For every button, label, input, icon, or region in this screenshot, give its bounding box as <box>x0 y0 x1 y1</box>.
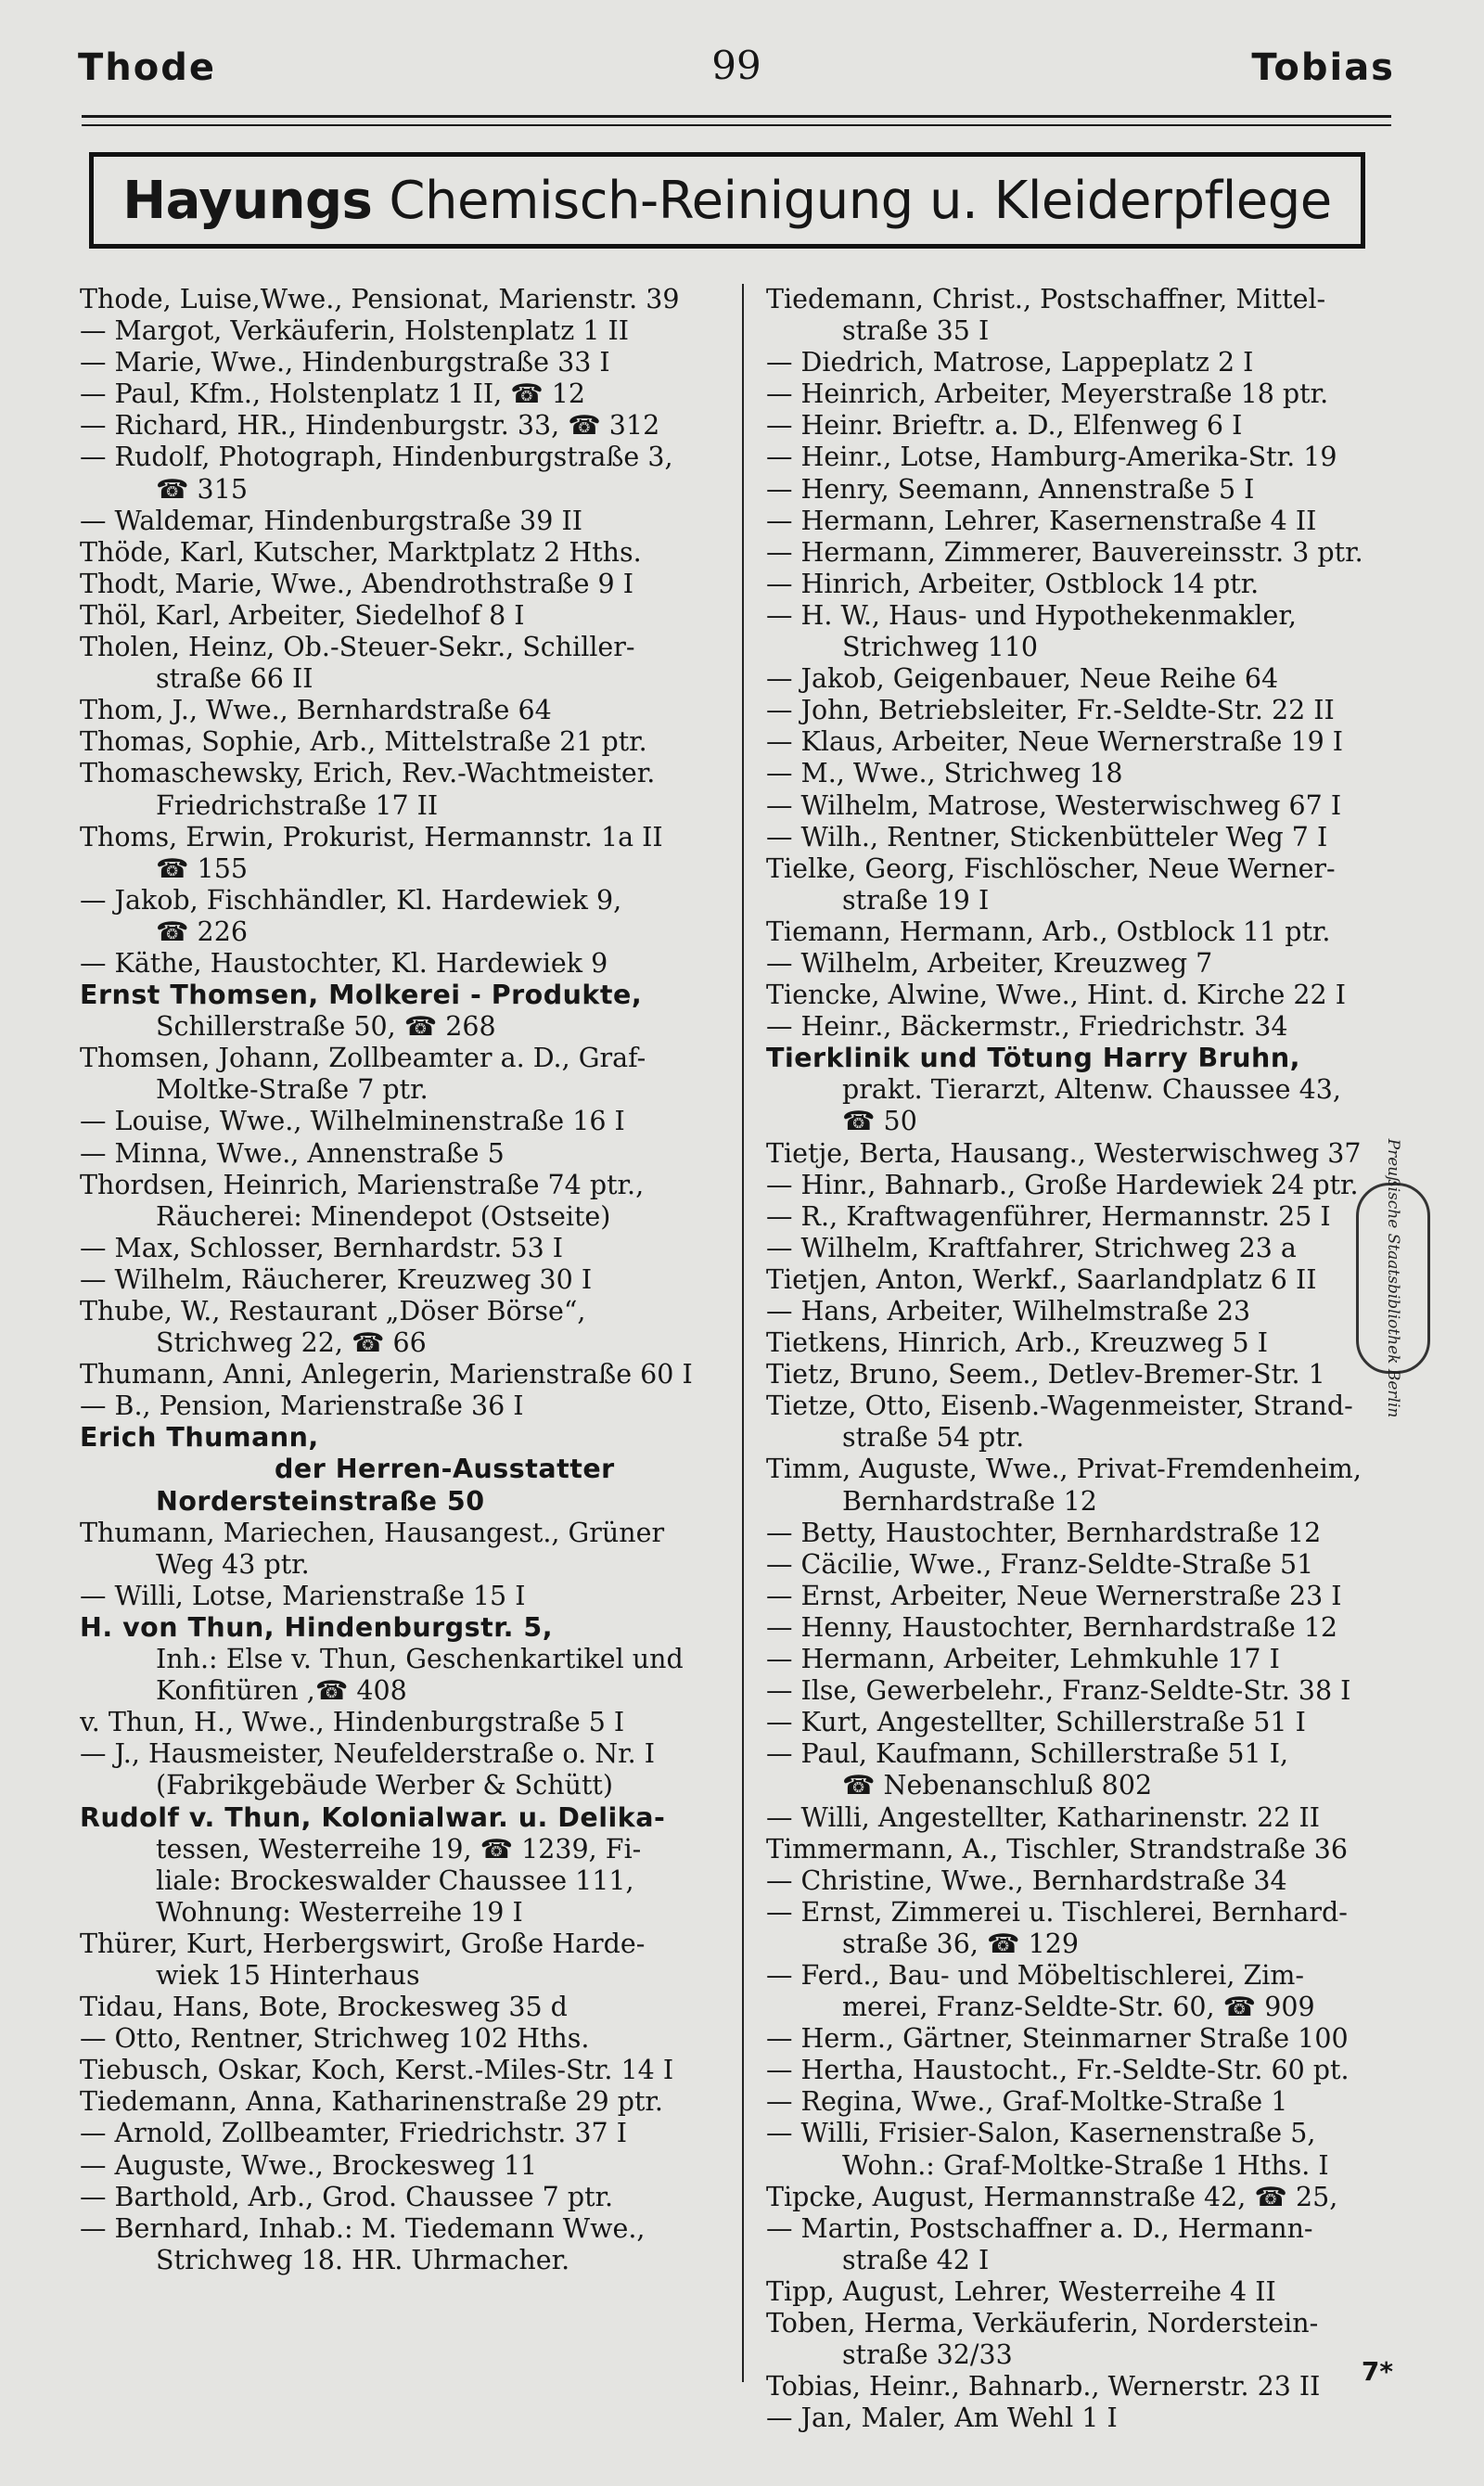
left_column-line: Thumann, Mariechen, Hausangest., Grüner <box>80 1517 665 1548</box>
left_column-line: Tidau, Hans, Bote, Brockesweg 35 d <box>80 1992 568 2023</box>
right_column-line: — Wilhelm, Matrose, Westerwischweg 67 I <box>766 789 1342 821</box>
right_column-line: ☎ 50 <box>842 1106 917 1137</box>
right_column-line: — Hermann, Lehrer, Kasernenstraße 4 II <box>766 505 1317 536</box>
right_column-line: — Hertha, Haustocht., Fr.-Seldte-Str. 60 pt. <box>766 2055 1350 2086</box>
left_column-line: — B., Pension, Marienstraße 36 I <box>80 1390 524 1422</box>
right_column-line: — Betty, Haustochter, Bernhardstraße 12 <box>766 1517 1322 1548</box>
right_column-line: Tiedemann, Christ., Postschaffner, Mittel- <box>766 284 1326 314</box>
right_column-line: — H. W., Haus- und Hypothekenmakler, <box>766 599 1297 631</box>
left_column-line: straße 66 II <box>156 663 313 695</box>
running-header <box>78 37 1395 102</box>
right_column-line: — Jakob, Geigenbauer, Neue Reihe 64 <box>766 663 1279 695</box>
left_column-line: — Barthold, Arb., Grod. Chaussee 7 ptr. <box>80 2181 614 2212</box>
right_column-line: — Kurt, Angestellter, Schillerstraße 51 I <box>766 1707 1306 1738</box>
right_column-line: Tietze, Otto, Eisenb.-Wagenmeister, Strand- <box>766 1390 1353 1422</box>
right_column-line: Strichweg 110 <box>842 632 1038 663</box>
header-rule-bottom <box>82 124 1391 126</box>
right_column-line: — Herm., Gärtner, Steinmarner Straße 100 <box>766 2023 1349 2055</box>
left_column-line: Wohnung: Westerreihe 19 I <box>156 1896 523 1928</box>
right_column-line: — Heinr. Brieftr. a. D., Elfenweg 6 I <box>766 410 1243 442</box>
stamp-text: Preußische Staatsbibliothek Berlin <box>1384 1138 1402 1418</box>
left_column-line: Moltke-Straße 7 ptr. <box>156 1074 429 1106</box>
left_column-line: — Louise, Wwe., Wilhelminenstraße 16 I <box>80 1106 625 1137</box>
column-divider <box>742 284 744 2382</box>
right_column-line: Tierklinik und Tötung Harry Bruhn, <box>766 1043 1300 1074</box>
page-number: 99 <box>711 43 761 88</box>
left_column-line: Friedrichstraße 17 II <box>156 789 439 821</box>
left_column-line: — Wilhelm, Räucherer, Kreuzweg 30 I <box>80 1263 593 1295</box>
right_column-line: — Ernst, Arbeiter, Neue Wernerstraße 23 I <box>766 1580 1342 1611</box>
left_column-line: Thürer, Kurt, Herbergswirt, Große Harde- <box>80 1928 646 1959</box>
header-first-name: Thode <box>78 46 217 89</box>
right_column-line: — Henry, Seemann, Annenstraße 5 I <box>766 473 1255 505</box>
left_column-line: Thodt, Marie, Wwe., Abendrothstraße 9 I <box>80 568 633 599</box>
right_column-line: — Jan, Maler, Am Wehl 1 I <box>766 2403 1118 2434</box>
left_column-line: Thomas, Sophie, Arb., Mittelstraße 21 ptr. <box>80 726 647 758</box>
right_column-line: — Regina, Wwe., Graf-Moltke-Straße 1 <box>766 2086 1288 2118</box>
right_column-line: — Cäcilie, Wwe., Franz-Seldte-Straße 51 <box>766 1548 1314 1580</box>
right_column-line: Tiemann, Hermann, Arb., Ostblock 11 ptr. <box>766 916 1331 947</box>
right_column-line: straße 42 I <box>842 2244 990 2275</box>
header-last-name: Tobias <box>1251 46 1395 89</box>
banner-service-text: Chemisch-Reinigung u. Kleiderpflege <box>389 170 1332 231</box>
left_column-line: — Richard, HR., Hindenburgstr. 33, ☎ 312 <box>80 410 660 442</box>
left_column-line: Thode, Luise,Wwe., Pensionat, Marienstr. 39 <box>80 284 680 314</box>
right_column-line: — Hermann, Zimmerer, Bauvereinsstr. 3 ptr. <box>766 536 1363 568</box>
right_column-line: prakt. Tierarzt, Altenw. Chaussee 43, <box>842 1074 1341 1106</box>
left_column-line: Nordersteinstraße 50 <box>156 1485 485 1517</box>
right_column-line: — Wilhelm, Arbeiter, Kreuzweg 7 <box>766 947 1213 979</box>
left_column-line: v. Thun, H., Wwe., Hindenburgstraße 5 I <box>80 1707 625 1738</box>
library-stamp <box>1356 1138 1430 1418</box>
left_column-line: Thube, W., Restaurant „Döser Börse“, <box>80 1296 586 1326</box>
right_column-line: — Ferd., Bau- und Möbeltischlerei, Zim- <box>766 1959 1305 1991</box>
left_column-line: — Willi, Lotse, Marienstraße 15 I <box>80 1580 526 1611</box>
right_column-line: — Heinr., Lotse, Hamburg-Amerika-Str. 19 <box>766 442 1337 473</box>
left_column-line: Thomaschewsky, Erich, Rev.-Wachtmeister. <box>80 758 656 789</box>
left_column-line: Thöl, Karl, Arbeiter, Siedelhof 8 I <box>80 599 525 631</box>
left_column-line: Strichweg 22, ☎ 66 <box>156 1327 427 1359</box>
left_column-line: — Paul, Kfm., Holstenplatz 1 II, ☎ 12 <box>80 378 586 410</box>
left_column-line: Tiebusch, Oskar, Koch, Kerst.-Miles-Str. 14 I <box>80 2055 674 2086</box>
left_column-line: — Otto, Rentner, Strichweg 102 Hths. <box>80 2023 590 2055</box>
right_column-line: — Heinr., Bäckermstr., Friedrichstr. 34 <box>766 1011 1288 1043</box>
left_column-line: — Bernhard, Inhab.: M. Tiedemann Wwe., <box>80 2212 646 2244</box>
right_column-line: — Wilhelm, Kraftfahrer, Strichweg 23 a <box>766 1232 1297 1263</box>
left_column-line: — Max, Schlosser, Bernhardstr. 53 I <box>80 1232 564 1263</box>
right_column-line: — M., Wwe., Strichweg 18 <box>766 758 1123 789</box>
left_column-line: liale: Brockeswalder Chaussee 111, <box>156 1864 634 1896</box>
right_column-line: straße 35 I <box>842 315 990 347</box>
right_column-line: straße 36, ☎ 129 <box>842 1928 1079 1959</box>
right_column-line: Tietje, Berta, Hausang., Westerwischweg 37 <box>766 1137 1362 1169</box>
left_column-line: tessen, Westerreihe 19, ☎ 1239, Fi- <box>156 1833 642 1864</box>
right_column-line: Tietz, Bruno, Seem., Detlev-Bremer-Str. 1 <box>766 1359 1325 1390</box>
right_column-line: — Diedrich, Matrose, Lappeplatz 2 I <box>766 347 1254 378</box>
left_column-line: Rudolf v. Thun, Kolonialwar. u. Delika- <box>80 1801 666 1833</box>
signature-mark: 7* <box>1361 2356 1393 2387</box>
left-column <box>80 284 720 2276</box>
right_column-line: Tielke, Georg, Fischlöscher, Neue Werner- <box>766 852 1336 884</box>
banner-company-name: Hayungs <box>122 170 373 231</box>
right_column-line: — Ernst, Zimmerei u. Tischlerei, Bernhard- <box>766 1896 1348 1928</box>
left_column-line: (Fabrikgebäude Werber & Schütt) <box>156 1770 613 1801</box>
right_column-line: Tietjen, Anton, Werkf., Saarlandplatz 6 II <box>766 1263 1317 1295</box>
header-rule-top <box>82 115 1391 118</box>
left_column-line: — Margot, Verkäuferin, Holstenplatz 1 II <box>80 315 630 347</box>
right_column-line: straße 32/33 <box>842 2339 1013 2371</box>
right_column-line: Timmermann, A., Tischler, Strandstraße 36 <box>766 1833 1349 1864</box>
left_column-line: Ernst Thomsen, Molkerei - Produkte, <box>80 980 643 1011</box>
right_column-line: — Paul, Kaufmann, Schillerstraße 51 I, <box>766 1738 1289 1770</box>
left_column-line: Räucherei: Minendepot (Ostseite) <box>156 1200 611 1232</box>
left_column-line: — Minna, Wwe., Annenstraße 5 <box>80 1137 505 1169</box>
right_column-line: — Hinr., Bahnarb., Große Hardewiek 24 ptr. <box>766 1169 1359 1200</box>
right_column-line: — Henny, Haustochter, Bernhardstraße 12 <box>766 1611 1338 1643</box>
left_column-line: — Auguste, Wwe., Brockesweg 11 <box>80 2149 538 2181</box>
left_column-line: — Käthe, Haustochter, Kl. Hardewiek 9 <box>80 947 608 979</box>
right_column-line: — Hermann, Arbeiter, Lehmkuhle 17 I <box>766 1644 1280 1675</box>
left_column-line: Thomsen, Johann, Zollbeamter a. D., Graf- <box>80 1043 646 1074</box>
left_column-line: Konfitüren ,☎ 408 <box>156 1675 407 1707</box>
left_column-line: Inh.: Else v. Thun, Geschenkartikel und <box>156 1644 684 1675</box>
left_column-line: Thordsen, Heinrich, Marienstraße 74 ptr., <box>80 1169 645 1200</box>
left_column-line: wiek 15 Hinterhaus <box>156 1959 420 1991</box>
right_column-line: — R., Kraftwagenführer, Hermannstr. 25 I <box>766 1200 1331 1232</box>
left_column-line: — Marie, Wwe., Hindenburgstraße 33 I <box>80 347 610 378</box>
left_column-line: Tholen, Heinz, Ob.-Steuer-Sekr., Schiller- <box>80 632 635 663</box>
right_column-line: Tiencke, Alwine, Wwe., Hint. d. Kirche 22 I <box>766 980 1346 1011</box>
left_column-line: — Rudolf, Photograph, Hindenburgstraße 3, <box>80 442 673 473</box>
left_column-line: — Jakob, Fischhändler, Kl. Hardewiek 9, <box>80 884 622 916</box>
right_column-line: — Klaus, Arbeiter, Neue Wernerstraße 19 I <box>766 726 1344 758</box>
right_column-line: Wohn.: Graf-Moltke-Straße 1 Hths. I <box>842 2149 1329 2181</box>
right_column-line: Tobias, Heinr., Bahnarb., Wernerstr. 23 II <box>766 2371 1321 2403</box>
left_column-line: der Herren-Ausstatter <box>275 1454 615 1485</box>
left_column-line: — Waldemar, Hindenburgstraße 39 II <box>80 505 582 536</box>
left_column-line: Weg 43 ptr. <box>156 1548 310 1580</box>
left_column-line: Strichweg 18. HR. Uhrmacher. <box>156 2244 570 2275</box>
advertisement-banner <box>89 152 1365 249</box>
left_column-line: ☎ 155 <box>156 852 248 884</box>
right_column-line: — Ilse, Gewerbelehr., Franz-Seldte-Str. 38 I <box>766 1675 1351 1707</box>
right_column-line: — Martin, Postschaffner a. D., Hermann- <box>766 2212 1313 2244</box>
right_column-line: — Wilh., Rentner, Stickenbütteler Weg 7 I <box>766 821 1328 852</box>
right_column-line: Bernhardstraße 12 <box>842 1485 1097 1517</box>
right-column <box>766 284 1406 2434</box>
right_column-line: Timm, Auguste, Wwe., Privat-Fremdenheim, <box>766 1454 1362 1485</box>
left_column-line: Erich Thumann, <box>80 1422 319 1454</box>
right_column-line: Tipcke, August, Hermannstraße 42, ☎ 25, <box>766 2181 1338 2212</box>
left_column-line: Thoms, Erwin, Prokurist, Hermannstr. 1a II <box>80 821 663 852</box>
right_column-line: — Christine, Wwe., Bernhardstraße 34 <box>766 1864 1287 1896</box>
right_column-line: — Hinrich, Arbeiter, Ostblock 14 ptr. <box>766 568 1260 599</box>
right_column-line: — Heinrich, Arbeiter, Meyerstraße 18 ptr. <box>766 378 1329 410</box>
left_column-line: Tiedemann, Anna, Katharinenstraße 29 ptr. <box>80 2086 663 2118</box>
left_column-line: Schillerstraße 50, ☎ 268 <box>156 1011 496 1043</box>
right_column-line: — Willi, Frisier-Salon, Kasernenstraße 5, <box>766 2118 1316 2149</box>
right_column-line: straße 54 ptr. <box>842 1422 1025 1454</box>
left_column-line: ☎ 315 <box>156 473 248 505</box>
left_column-line: — Arnold, Zollbeamter, Friedrichstr. 37 I <box>80 2118 627 2149</box>
right_column-line: merei, Franz-Seldte-Str. 60, ☎ 909 <box>842 1992 1315 2023</box>
right_column-line: Toben, Herma, Verkäuferin, Norderstein- <box>766 2308 1319 2339</box>
right_column-line: — Hans, Arbeiter, Wilhelmstraße 23 <box>766 1296 1251 1326</box>
left_column-line: H. von Thun, Hindenburgstr. 5, <box>80 1611 554 1643</box>
left_column-line: — J., Hausmeister, Neufelderstraße o. Nr. I <box>80 1738 656 1770</box>
right_column-line: Tipp, August, Lehrer, Westerreihe 4 II <box>766 2275 1276 2307</box>
right_column-line: ☎ Nebenanschluß 802 <box>842 1770 1153 1801</box>
left_column-line: Thumann, Anni, Anlegerin, Marienstraße 60 I <box>80 1359 693 1390</box>
right_column-line: — Willi, Angestellter, Katharinenstr. 22 II <box>766 1801 1321 1833</box>
left_column-line: ☎ 226 <box>156 916 248 947</box>
right_column-line: straße 19 I <box>842 884 990 916</box>
left_column-line: Thom, J., Wwe., Bernhardstraße 64 <box>80 695 552 726</box>
left_column-line: Thöde, Karl, Kutscher, Marktplatz 2 Hths. <box>80 536 642 568</box>
right_column-line: — John, Betriebsleiter, Fr.-Seldte-Str. 22 II <box>766 695 1335 726</box>
right_column-line: Tietkens, Hinrich, Arb., Kreuzweg 5 I <box>766 1327 1268 1359</box>
